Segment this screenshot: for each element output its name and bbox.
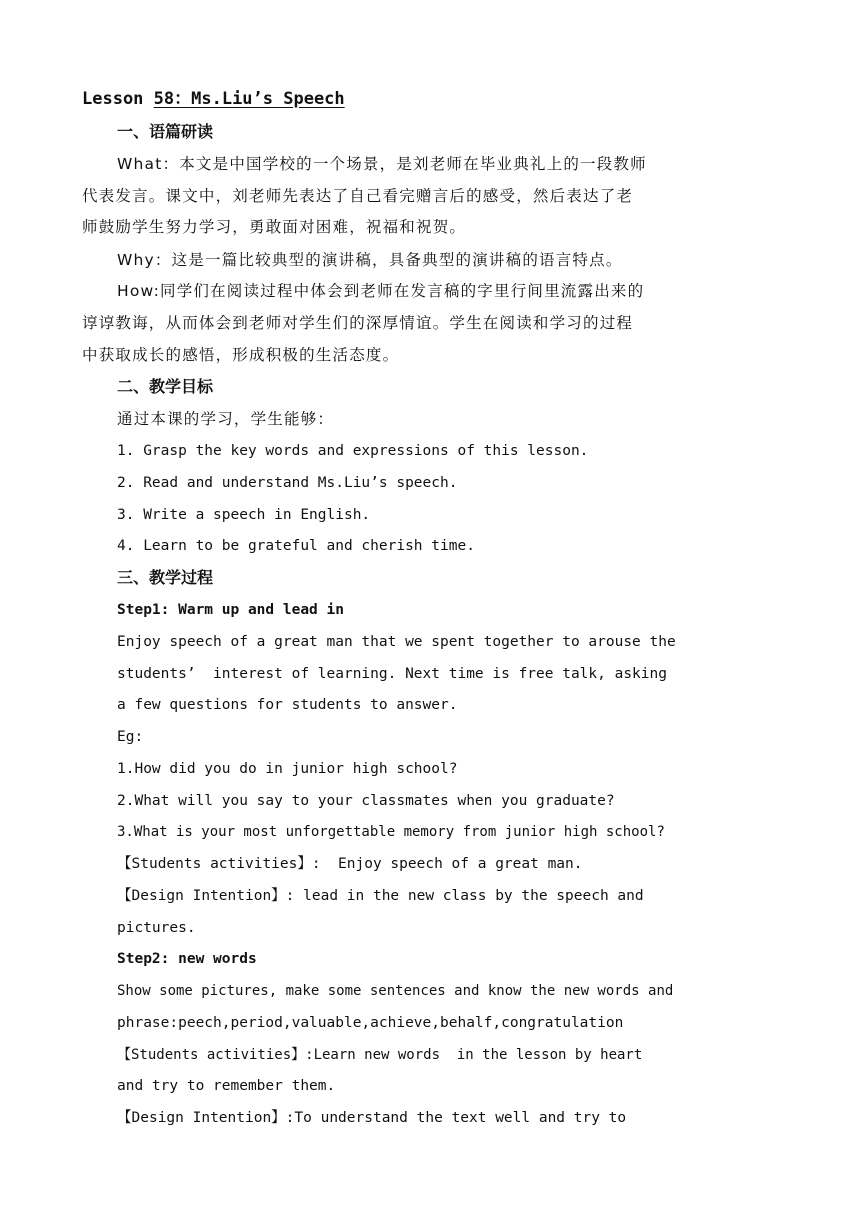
- section-heading-1: 一、语篇研读: [117, 122, 214, 141]
- section-heading-2: 二、教学目标: [117, 377, 214, 396]
- step1-line: 【Design Intention】: lead in the new class by the speech and: [117, 888, 644, 904]
- section-heading-3: 三、教学过程: [117, 568, 214, 587]
- step1-line: Enjoy speech of a great man that we spent together to arouse the: [117, 634, 676, 650]
- step1-line: Eg:: [117, 729, 144, 745]
- step1-line: students’ interest of learning. Next time is free talk, asking: [117, 666, 667, 682]
- step2-line: 【Design Intention】:To understand the text well and try to: [117, 1110, 627, 1126]
- goal-item: 2. Read and understand Ms.Liu’s speech.: [117, 475, 458, 491]
- step1-line: a few questions for students to answer.: [117, 697, 458, 713]
- step1-line: pictures.: [117, 920, 196, 936]
- step1-line: 3.What is your most unforgettable memory from junior high school?: [117, 824, 665, 840]
- step1-line: 2.What will you say to your classmates when you graduate?: [117, 793, 615, 809]
- goal-item: 4. Learn to be grateful and cherish time.: [117, 538, 475, 554]
- what-line-3: 师鼓励学生努力学习，勇敢面对困难，祝福和祝贺。: [82, 218, 467, 236]
- what-line-1: What：本文是中国学校的一个场景，是刘老师在毕业典礼上的一段教师: [117, 155, 647, 173]
- step2-line: Show some pictures, make some sentences and know the new words and: [117, 983, 674, 999]
- lesson-title: [82, 89, 345, 109]
- how-line-3: 中获取成长的感悟，形成积极的生活态度。: [82, 346, 400, 364]
- how-line-2: 谆谆教诲，从而体会到老师对学生们的深厚情谊。学生在阅读和学习的过程: [82, 314, 634, 332]
- step2-title: Step2: new words: [117, 951, 257, 967]
- goal-item: 1. Grasp the key words and expressions of this lesson.: [117, 443, 589, 459]
- goals-intro: 通过本课的学习，学生能够：: [117, 410, 335, 428]
- step2-line: 【Students activities】:Learn new words in the lesson by heart: [117, 1047, 643, 1063]
- lesson-title-underlined: 58：Ms.Liu’s Speech: [153, 89, 345, 109]
- step1-line: 【Students activities】: Enjoy speech of a great man.: [117, 856, 583, 872]
- goal-item: 3. Write a speech in English.: [117, 507, 371, 523]
- what-line-2: 代表发言。课文中，刘老师先表达了自己看完赠言后的感受，然后表达了老: [82, 187, 634, 205]
- step1-title: Step1: Warm up and lead in: [117, 602, 344, 618]
- step2-line: and try to remember them.: [117, 1078, 336, 1094]
- why-line: Why：这是一篇比较典型的演讲稿，具备典型的演讲稿的语言特点。: [117, 251, 623, 269]
- lesson-title-prefix: Lesson: [82, 89, 154, 109]
- step2-line: phrase:peech,period,valuable,achieve,behalf,congratulation: [117, 1015, 624, 1031]
- step1-line: 1.How did you do in junior high school?: [117, 761, 458, 777]
- how-line-1: How:同学们在阅读过程中体会到老师在发言稿的字里行间里流露出来的: [117, 282, 645, 300]
